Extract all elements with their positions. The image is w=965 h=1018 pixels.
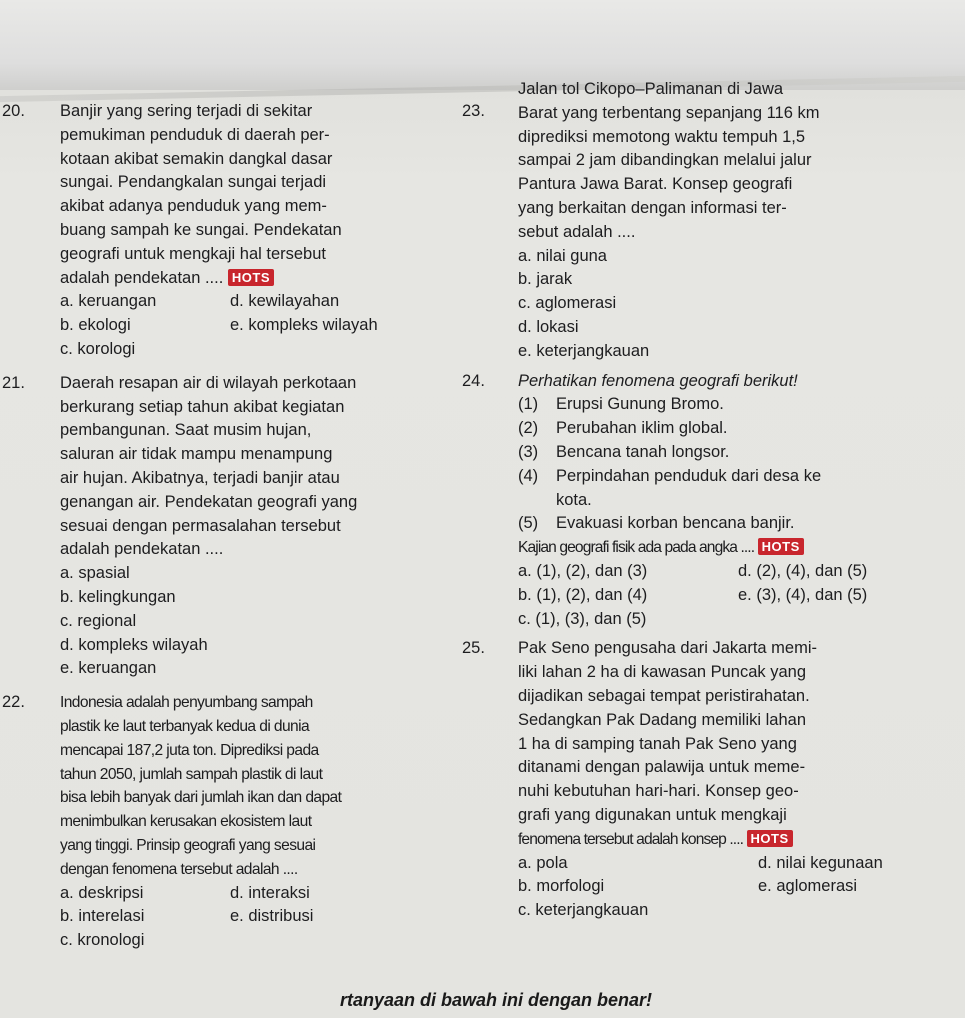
option-a[interactable]: a. nilai guna <box>518 246 607 265</box>
option-d[interactable]: d. interaksi <box>230 883 310 902</box>
option-c[interactable]: c. aglomerasi <box>518 294 617 313</box>
answer-options <box>60 882 450 953</box>
question-23 <box>462 78 962 364</box>
option-e[interactable]: e. (3), (4), dan (5) <box>738 585 868 604</box>
option-e[interactable]: e. aglomerasi <box>758 877 858 896</box>
option-d[interactable]: d. nilai kegunaan <box>758 853 883 872</box>
question-20 <box>0 100 450 362</box>
question-24 <box>462 370 962 632</box>
hots-badge: HOTS <box>228 269 274 286</box>
option-d[interactable]: d. (2), (4), dan (5) <box>738 561 868 580</box>
option-b[interactable]: b. kelingkungan <box>60 587 176 606</box>
option-d[interactable]: d. lokasi <box>518 317 579 336</box>
question-text: Indonesia adalah penyumbang sampah plastik ke laut terbanyak kedua di dunia mencapai 187,2 juta ton. Diprediksi pada tahun 2050, jumlah sampah plastik di laut bisa lebih banyak dari jumlah ikan dan dapat menimbulkan kerusakan ekosistem laut yang tinggi. Prinsip geografi yang sesuai dengan fenomena tersebut adalah .... <box>60 694 342 878</box>
question-prompt: fenomena tersebut adalah konsep .... HOTS <box>518 828 962 852</box>
phenomena-list <box>518 393 962 536</box>
option-a[interactable]: a. spasial <box>60 564 130 583</box>
question-number: 21. <box>2 373 25 392</box>
option-e[interactable]: e. keterjangkauan <box>518 341 650 360</box>
section-instruction: rtanyaan di bawah ini dengan benar! <box>340 990 653 1010</box>
option-d[interactable]: d. kewilayahan <box>230 292 340 311</box>
list-item: (1) Erupsi Gunung Bromo. <box>518 395 724 414</box>
option-b[interactable]: b. (1), (2), dan (4) <box>518 585 648 604</box>
question-prompt: Kajian geografi fisik ada pada angka .... HOTS <box>518 536 962 560</box>
option-e[interactable]: e. keruangan <box>60 659 157 678</box>
option-b[interactable]: b. ekologi <box>60 316 131 335</box>
option-e[interactable]: e. kompleks wilayah <box>230 316 378 335</box>
option-d[interactable]: d. kompleks wilayah <box>60 635 208 654</box>
answer-options <box>518 852 962 923</box>
option-b[interactable]: b. interelasi <box>60 907 145 926</box>
option-b[interactable]: b. morfologi <box>518 877 605 896</box>
option-c[interactable]: c. korologi <box>60 339 136 358</box>
option-c[interactable]: c. keterjangkauan <box>518 901 649 920</box>
question-text: Daerah resapan air di wilayah perkotaan berkurang setiap tahun akibat kegiatan pembangunan. Saat musim hujan, saluran air tidak mampu menampung air hujan. Akibatnya, terjadi banjir atau genangan air. Pendekatan geografi yang sesuai dengan permasalahan tersebut adalah pendekatan .... <box>60 373 358 559</box>
option-b[interactable]: b. jarak <box>518 270 573 289</box>
question-number: 25. <box>462 639 485 658</box>
hots-badge: HOTS <box>758 538 804 555</box>
left-column <box>0 100 450 953</box>
question-text: Banjir yang sering terjadi di sekitar pemukiman penduduk di daerah per- kotaan akibat semakin dangkal dasar sungai. Pendangkalan sungai terjadi akibat adanya penduduk yang mem- buang sampah ke sungai. Pendekatan geografi untuk mengkaji hal tersebut adalah pendekatan .... HOTS <box>60 102 342 287</box>
option-c[interactable]: c. kronologi <box>60 931 145 950</box>
question-intro: Perhatikan fenomena geografi berikut! <box>518 371 798 390</box>
option-a[interactable]: a. pola <box>518 853 568 872</box>
list-item: (3) Bencana tanah longsor. <box>518 442 730 461</box>
list-item: (4) Perpindahan penduduk dari desa ke kota. <box>518 466 822 509</box>
option-a[interactable]: a. deskripsi <box>60 883 144 902</box>
option-c[interactable]: c. (1), (3), dan (5) <box>518 609 647 628</box>
list-item: (5) Evakuasi korban bencana banjir. <box>518 514 795 533</box>
answer-options <box>518 560 962 631</box>
question-text: Jalan tol Cikopo–Palimanan di Jawa Barat yang terbentang sepanjang 116 km diprediksi memotong waktu tempuh 1,5 sampai 2 jam dibandingkan melalui jalur Pantura Jawa Barat. Konsep geografi yang berkaitan dengan informasi ter- sebut adalah .... <box>518 80 820 241</box>
question-25 <box>462 637 962 923</box>
question-21 <box>0 372 450 681</box>
question-number: 22. <box>2 693 25 712</box>
question-text: Pak Seno pengusaha dari Jakarta memi- liki lahan 2 ha di kawasan Puncak yang dijadikan sebagai tempat peristirahatan. Sedangkan Pak Dadang memiliki lahan 1 ha di samping tanah Pak Seno yang ditanami dengan palawija untuk meme- nuhi kebutuhan hari-hari. Konsep geo- grafi yang digunakan untuk mengkaji <box>518 639 817 824</box>
list-item: (2) Perubahan iklim global. <box>518 419 728 438</box>
hots-badge: HOTS <box>747 830 793 847</box>
answer-options <box>60 290 450 361</box>
question-22 <box>0 691 450 953</box>
page-top-shadow <box>0 0 965 90</box>
question-number: 20. <box>2 102 25 120</box>
answer-options <box>518 245 962 364</box>
question-number: 24. <box>462 371 485 390</box>
option-e[interactable]: e. distribusi <box>230 907 314 926</box>
question-number: 23. <box>462 102 485 120</box>
right-column <box>462 78 962 923</box>
answer-options <box>60 562 450 681</box>
option-a[interactable]: a. keruangan <box>60 292 157 311</box>
option-c[interactable]: c. regional <box>60 611 137 630</box>
option-a[interactable]: a. (1), (2), dan (3) <box>518 561 648 580</box>
